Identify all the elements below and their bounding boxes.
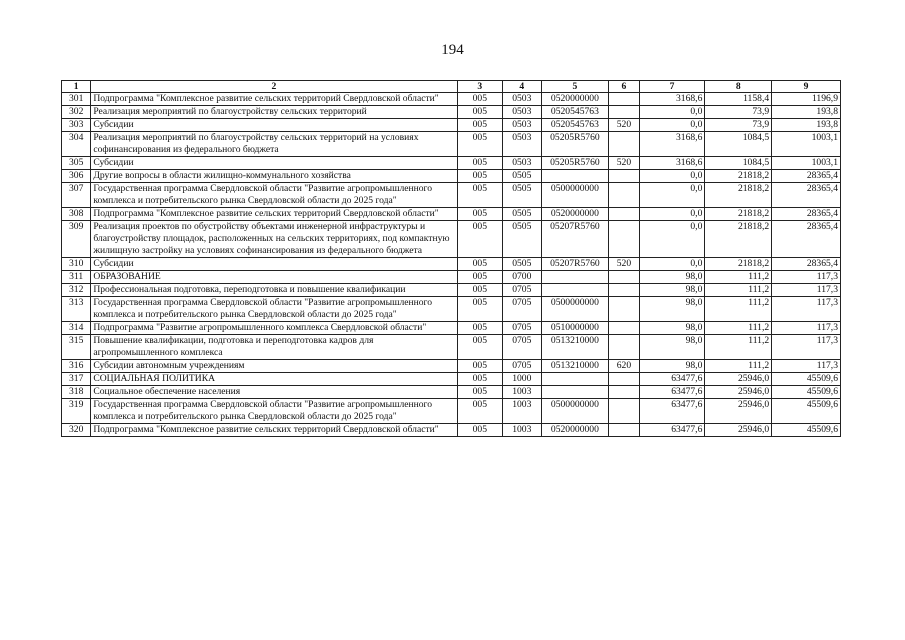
- amount-col9-cell: 28365,4: [772, 221, 841, 258]
- row-number-cell: 317: [62, 373, 91, 386]
- target-code-cell: 05207R5760: [541, 258, 609, 271]
- expense-type-cell: [609, 106, 639, 119]
- table-row: [62, 221, 841, 258]
- row-number-cell: 318: [62, 386, 91, 399]
- ministry-code-cell: 005: [457, 386, 503, 399]
- amount-col9-cell: 45509,6: [772, 399, 841, 424]
- expense-type-cell: [609, 322, 639, 335]
- amount-col8-cell: 25946,0: [705, 386, 772, 399]
- section-code-cell: 0505: [503, 258, 541, 271]
- amount-col7-cell: 3168,6: [639, 132, 705, 157]
- expense-type-cell: [609, 297, 639, 322]
- expense-type-cell: [609, 399, 639, 424]
- expense-type-cell: [609, 93, 639, 106]
- row-name-cell: Социальное обеспечение населения: [91, 386, 457, 399]
- row-number-cell: 320: [62, 424, 91, 437]
- target-code-cell: 0520000000: [541, 424, 609, 437]
- amount-col7-cell: 63477,6: [639, 399, 705, 424]
- row-name-cell: Реализация мероприятий по благоустройству сельских территорий на условиях софинансирования из федерального бюджета: [91, 132, 457, 157]
- row-name-cell: Государственная программа Свердловской области "Развитие агропромышленного комплекса и потребительского рынка Свердловской области до 2025 года": [91, 297, 457, 322]
- budget-table: [61, 80, 841, 437]
- row-number-cell: 319: [62, 399, 91, 424]
- row-name-cell: Подпрограмма "Развитие агропромышленного комплекса Свердловской области": [91, 322, 457, 335]
- table-row: [62, 258, 841, 271]
- row-number-cell: 308: [62, 208, 91, 221]
- expense-type-cell: [609, 170, 639, 183]
- ministry-code-cell: 005: [457, 119, 503, 132]
- row-name-cell: Реализация мероприятий по благоустройству сельских территорий: [91, 106, 457, 119]
- header-cell: 3: [457, 81, 503, 93]
- row-number-cell: 307: [62, 183, 91, 208]
- row-name-cell: Профессиональная подготовка, переподготовка и повышение квалификации: [91, 284, 457, 297]
- row-number-cell: 313: [62, 297, 91, 322]
- target-code-cell: 0500000000: [541, 297, 609, 322]
- amount-col8-cell: 21818,2: [705, 170, 772, 183]
- amount-col9-cell: 117,3: [772, 271, 841, 284]
- amount-col7-cell: 98,0: [639, 297, 705, 322]
- amount-col7-cell: 0,0: [639, 208, 705, 221]
- amount-col8-cell: 1158,4: [705, 93, 772, 106]
- section-code-cell: 0505: [503, 183, 541, 208]
- header-cell: 4: [503, 81, 541, 93]
- amount-col9-cell: 45509,6: [772, 373, 841, 386]
- row-number-cell: 312: [62, 284, 91, 297]
- section-code-cell: 0503: [503, 119, 541, 132]
- expense-type-cell: [609, 208, 639, 221]
- amount-col7-cell: 3168,6: [639, 93, 705, 106]
- row-name-cell: Повышение квалификации, подготовка и переподготовка кадров для агропромышленного комплекса: [91, 335, 457, 360]
- section-code-cell: 0705: [503, 335, 541, 360]
- amount-col7-cell: 98,0: [639, 335, 705, 360]
- amount-col9-cell: 117,3: [772, 322, 841, 335]
- row-name-cell: ОБРАЗОВАНИЕ: [91, 271, 457, 284]
- expense-type-cell: [609, 271, 639, 284]
- table-row: [62, 271, 841, 284]
- amount-col7-cell: 98,0: [639, 322, 705, 335]
- header-cell: 2: [91, 81, 457, 93]
- row-name-cell: Субсидии автономным учреждениям: [91, 360, 457, 373]
- table-row: [62, 399, 841, 424]
- row-name-cell: Подпрограмма "Комплексное развитие сельских территорий Свердловской области": [91, 208, 457, 221]
- expense-type-cell: [609, 132, 639, 157]
- header-cell: 6: [609, 81, 639, 93]
- amount-col9-cell: 1196,9: [772, 93, 841, 106]
- expense-type-cell: [609, 221, 639, 258]
- expense-type-cell: [609, 373, 639, 386]
- target-code-cell: 0513210000: [541, 335, 609, 360]
- row-number-cell: 301: [62, 93, 91, 106]
- amount-col7-cell: 0,0: [639, 258, 705, 271]
- row-name-cell: Подпрограмма "Комплексное развитие сельских территорий Свердловской области": [91, 93, 457, 106]
- amount-col7-cell: 98,0: [639, 271, 705, 284]
- table-row: [62, 183, 841, 208]
- amount-col9-cell: 117,3: [772, 360, 841, 373]
- amount-col9-cell: 193,8: [772, 106, 841, 119]
- section-code-cell: 1003: [503, 399, 541, 424]
- target-code-cell: [541, 271, 609, 284]
- amount-col9-cell: 45509,6: [772, 424, 841, 437]
- header-cell: 9: [772, 81, 841, 93]
- amount-col8-cell: 1084,5: [705, 157, 772, 170]
- target-code-cell: 05207R5760: [541, 221, 609, 258]
- section-code-cell: 0503: [503, 157, 541, 170]
- expense-type-cell: [609, 284, 639, 297]
- row-name-cell: Субсидии: [91, 119, 457, 132]
- row-name-cell: Государственная программа Свердловской области "Развитие агропромышленного комплекса и потребительского рынка Свердловской области до 2025 года": [91, 183, 457, 208]
- amount-col8-cell: 25946,0: [705, 424, 772, 437]
- amount-col9-cell: 45509,6: [772, 386, 841, 399]
- expense-type-cell: 520: [609, 157, 639, 170]
- ministry-code-cell: 005: [457, 284, 503, 297]
- amount-col7-cell: 3168,6: [639, 157, 705, 170]
- expense-type-cell: [609, 424, 639, 437]
- table-row: [62, 360, 841, 373]
- row-name-cell: Субсидии: [91, 157, 457, 170]
- amount-col8-cell: 21818,2: [705, 208, 772, 221]
- amount-col8-cell: 25946,0: [705, 399, 772, 424]
- amount-col8-cell: 21818,2: [705, 221, 772, 258]
- target-code-cell: 0510000000: [541, 322, 609, 335]
- target-code-cell: 0520000000: [541, 93, 609, 106]
- target-code-cell: 0513210000: [541, 360, 609, 373]
- header-cell: 1: [62, 81, 91, 93]
- amount-col8-cell: 111,2: [705, 335, 772, 360]
- amount-col8-cell: 111,2: [705, 284, 772, 297]
- table-body: [62, 93, 841, 437]
- ministry-code-cell: 005: [457, 373, 503, 386]
- amount-col7-cell: 63477,6: [639, 424, 705, 437]
- expense-type-cell: 520: [609, 258, 639, 271]
- section-code-cell: 0505: [503, 221, 541, 258]
- table-row: [62, 322, 841, 335]
- section-code-cell: 0705: [503, 284, 541, 297]
- amount-col9-cell: 117,3: [772, 335, 841, 360]
- amount-col8-cell: 21818,2: [705, 258, 772, 271]
- ministry-code-cell: 005: [457, 221, 503, 258]
- amount-col9-cell: 117,3: [772, 284, 841, 297]
- expense-type-cell: [609, 335, 639, 360]
- amount-col7-cell: 0,0: [639, 221, 705, 258]
- section-code-cell: 1003: [503, 386, 541, 399]
- amount-col9-cell: 28365,4: [772, 258, 841, 271]
- page-number: 194: [441, 42, 464, 58]
- section-code-cell: 0505: [503, 170, 541, 183]
- table-row: [62, 373, 841, 386]
- amount-col8-cell: 111,2: [705, 271, 772, 284]
- expense-type-cell: [609, 386, 639, 399]
- table-row: [62, 386, 841, 399]
- amount-col9-cell: 117,3: [772, 297, 841, 322]
- ministry-code-cell: 005: [457, 271, 503, 284]
- row-number-cell: 309: [62, 221, 91, 258]
- amount-col9-cell: 28365,4: [772, 208, 841, 221]
- section-code-cell: 0505: [503, 208, 541, 221]
- amount-col9-cell: 28365,4: [772, 183, 841, 208]
- row-name-cell: Другие вопросы в области жилищно-коммунального хозяйства: [91, 170, 457, 183]
- table-row: [62, 157, 841, 170]
- target-code-cell: 0500000000: [541, 183, 609, 208]
- row-number-cell: 306: [62, 170, 91, 183]
- row-name-cell: Реализация проектов по обустройству объектами инженерной инфраструктуры и благоустройству площадок, расположенных на сельских территориях, под компактную жилищную застройку на условиях софинансирования из федерального бюджета: [91, 221, 457, 258]
- target-code-cell: [541, 386, 609, 399]
- row-number-cell: 316: [62, 360, 91, 373]
- table-row: [62, 132, 841, 157]
- ministry-code-cell: 005: [457, 93, 503, 106]
- row-name-cell: Подпрограмма "Комплексное развитие сельских территорий Свердловской области": [91, 424, 457, 437]
- section-code-cell: 1000: [503, 373, 541, 386]
- row-number-cell: 314: [62, 322, 91, 335]
- section-code-cell: 0705: [503, 360, 541, 373]
- row-number-cell: 311: [62, 271, 91, 284]
- section-code-cell: 1003: [503, 424, 541, 437]
- header-cell: 8: [705, 81, 772, 93]
- amount-col8-cell: 111,2: [705, 322, 772, 335]
- amount-col7-cell: 63477,6: [639, 373, 705, 386]
- table-row: [62, 284, 841, 297]
- amount-col9-cell: 1003,1: [772, 132, 841, 157]
- table-row: [62, 119, 841, 132]
- section-code-cell: 0503: [503, 93, 541, 106]
- ministry-code-cell: 005: [457, 106, 503, 119]
- row-number-cell: 305: [62, 157, 91, 170]
- amount-col9-cell: 1003,1: [772, 157, 841, 170]
- table-row: [62, 106, 841, 119]
- amount-col8-cell: 73,9: [705, 119, 772, 132]
- section-code-cell: 0705: [503, 322, 541, 335]
- target-code-cell: [541, 373, 609, 386]
- table-row: [62, 424, 841, 437]
- amount-col8-cell: 111,2: [705, 360, 772, 373]
- header-cell: 5: [541, 81, 609, 93]
- ministry-code-cell: 005: [457, 399, 503, 424]
- table-row: [62, 208, 841, 221]
- row-name-cell: Субсидии: [91, 258, 457, 271]
- amount-col7-cell: 0,0: [639, 170, 705, 183]
- table-row: [62, 93, 841, 106]
- amount-col7-cell: 98,0: [639, 360, 705, 373]
- target-code-cell: 05205R5760: [541, 132, 609, 157]
- header-cell: 7: [639, 81, 705, 93]
- expense-type-cell: 520: [609, 119, 639, 132]
- row-number-cell: 302: [62, 106, 91, 119]
- target-code-cell: 0520545763: [541, 106, 609, 119]
- amount-col7-cell: 0,0: [639, 119, 705, 132]
- row-name-cell: Государственная программа Свердловской области "Развитие агропромышленного комплекса и потребительского рынка Свердловской области до 2025 года": [91, 399, 457, 424]
- target-code-cell: 0520000000: [541, 208, 609, 221]
- amount-col7-cell: 0,0: [639, 183, 705, 208]
- ministry-code-cell: 005: [457, 208, 503, 221]
- section-code-cell: 0503: [503, 132, 541, 157]
- ministry-code-cell: 005: [457, 183, 503, 208]
- amount-col8-cell: 1084,5: [705, 132, 772, 157]
- ministry-code-cell: 005: [457, 170, 503, 183]
- target-code-cell: [541, 170, 609, 183]
- ministry-code-cell: 005: [457, 157, 503, 170]
- amount-col7-cell: 0,0: [639, 106, 705, 119]
- table-header-row: [62, 81, 841, 93]
- expense-type-cell: 620: [609, 360, 639, 373]
- row-number-cell: 303: [62, 119, 91, 132]
- ministry-code-cell: 005: [457, 335, 503, 360]
- amount-col8-cell: 111,2: [705, 297, 772, 322]
- amount-col9-cell: 28365,4: [772, 170, 841, 183]
- ministry-code-cell: 005: [457, 258, 503, 271]
- row-number-cell: 304: [62, 132, 91, 157]
- section-code-cell: 0705: [503, 297, 541, 322]
- ministry-code-cell: 005: [457, 297, 503, 322]
- target-code-cell: 05205R5760: [541, 157, 609, 170]
- amount-col9-cell: 193,8: [772, 119, 841, 132]
- section-code-cell: 0503: [503, 106, 541, 119]
- ministry-code-cell: 005: [457, 360, 503, 373]
- amount-col7-cell: 98,0: [639, 284, 705, 297]
- amount-col7-cell: 63477,6: [639, 386, 705, 399]
- row-number-cell: 315: [62, 335, 91, 360]
- amount-col8-cell: 21818,2: [705, 183, 772, 208]
- table-row: [62, 170, 841, 183]
- target-code-cell: [541, 284, 609, 297]
- row-name-cell: СОЦИАЛЬНАЯ ПОЛИТИКА: [91, 373, 457, 386]
- row-number-cell: 310: [62, 258, 91, 271]
- section-code-cell: 0700: [503, 271, 541, 284]
- amount-col8-cell: 73,9: [705, 106, 772, 119]
- ministry-code-cell: 005: [457, 424, 503, 437]
- target-code-cell: 0520545763: [541, 119, 609, 132]
- expense-type-cell: [609, 183, 639, 208]
- ministry-code-cell: 005: [457, 322, 503, 335]
- table-row: [62, 297, 841, 322]
- amount-col8-cell: 25946,0: [705, 373, 772, 386]
- table-row: [62, 335, 841, 360]
- target-code-cell: 0500000000: [541, 399, 609, 424]
- ministry-code-cell: 005: [457, 132, 503, 157]
